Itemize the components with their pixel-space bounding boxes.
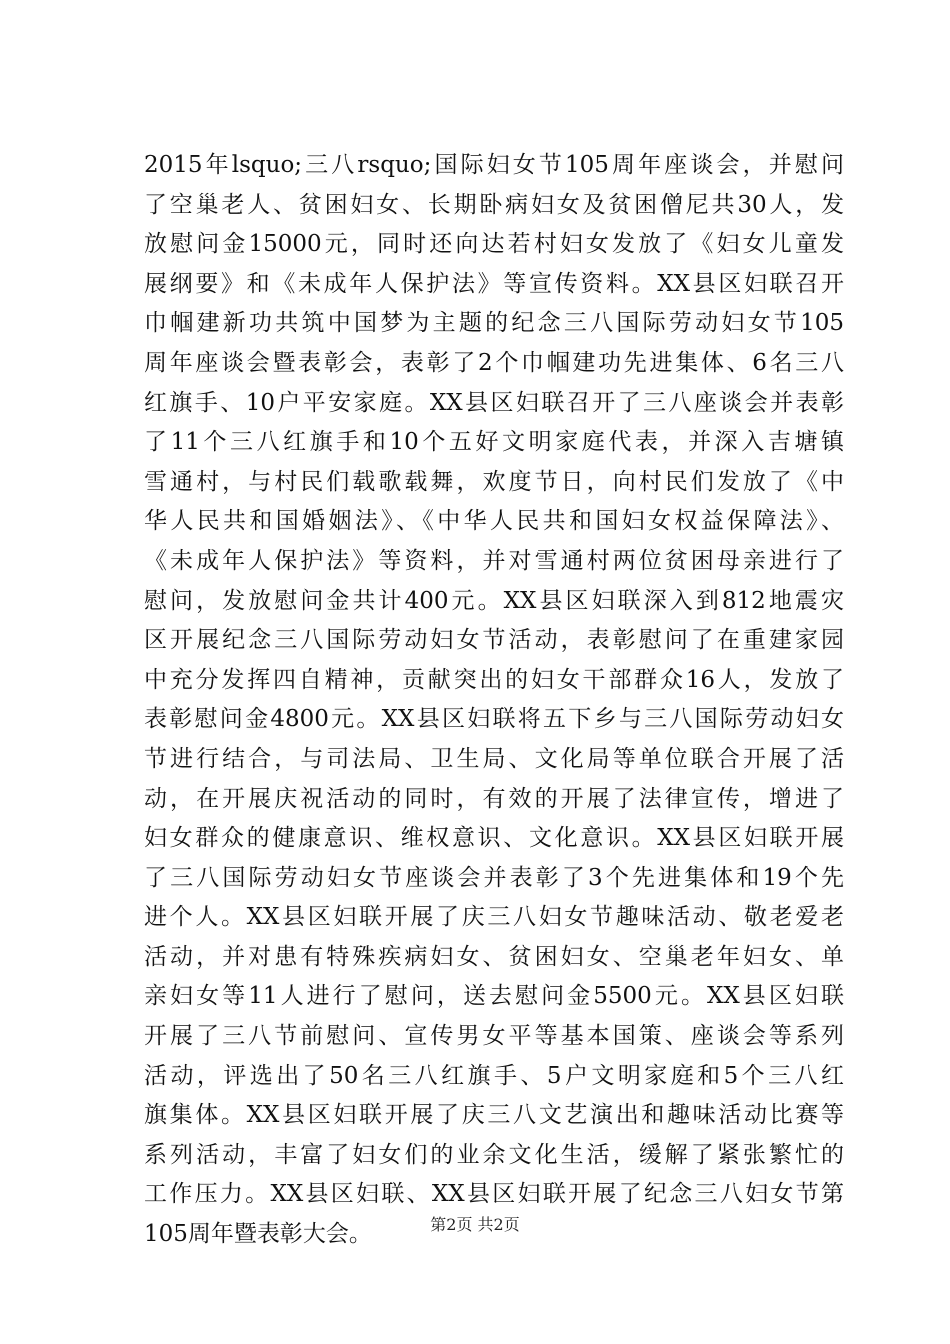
text-line: 活动，评选出了50名三八红旗手、5户文明家庭和5个三八红 [144, 1062, 844, 1089]
body-text [144, 146, 844, 1255]
text-line: 动，在开展庆祝活动的同时，有效的开展了法律宣传，增进了 [144, 785, 844, 812]
text-line: 巾帼建新功共筑中国梦为主题的纪念三八国际劳动妇女节105 [144, 310, 844, 337]
text-line: 系列活动，丰富了妇女们的业余文化生活，缓解了紧张繁忙的 [144, 1141, 844, 1168]
text-line: 亲妇女等11人进行了慰问，送去慰问金5500元。XX县区妇联 [144, 983, 844, 1010]
text-line: 工作压力。XX县区妇联、XX县区妇联开展了纪念三八妇女节第 [144, 1181, 844, 1208]
text-line: 慰问，发放慰问金共计400元。XX县区妇联深入到812地震灾 [144, 587, 844, 614]
text-line: 开展了三八节前慰问、宣传男女平等基本国策、座谈会等系列 [144, 1023, 844, 1050]
text-line: 华人民共和国婚姻法》、《中华人民共和国妇女权益保障法》、 [144, 508, 844, 535]
text-line: 周年座谈会暨表彰会，表彰了2个巾帼建功先进集体、6名三八 [144, 349, 844, 376]
page-number-footer: 第2页 共2页 [430, 1215, 520, 1234]
text-line: 《未成年人保护法》等资料，并对雪通村两位贫困母亲进行了 [144, 547, 844, 574]
text-line: 2015年lsquo;三八rsquo;国际妇女节105周年座谈会，并慰问 [144, 152, 844, 178]
text-line: 节进行结合，与司法局、卫生局、文化局等单位联合开展了活 [144, 745, 844, 772]
text-line: 了三八国际劳动妇女节座谈会并表彰了3个先进集体和19个先 [144, 864, 844, 891]
text-line: 中充分发挥四自精神，贡献突出的妇女干部群众16人，发放了 [144, 666, 844, 693]
text-line: 展纲要》和《未成年人保护法》等宣传资料。XX县区妇联召开 [144, 270, 844, 297]
text-line: 旗集体。XX县区妇联开展了庆三八文艺演出和趣味活动比赛等 [144, 1102, 844, 1129]
text-line: 放慰问金15000元，同时还向达若村妇女发放了《妇女儿童发 [144, 231, 844, 258]
text-line: 了空巢老人、贫困妇女、长期卧病妇女及贫困僧尼共30人，发 [144, 191, 844, 218]
text-line: 红旗手、10户平安家庭。XX县区妇联召开了三八座谈会并表彰 [144, 389, 844, 416]
text-line: 进个人。XX县区妇联开展了庆三八妇女节趣味活动、敬老爱老 [144, 904, 844, 931]
text-line: 了11个三八红旗手和10个五好文明家庭代表，并深入吉塘镇 [144, 429, 844, 456]
text-line-last: 105周年暨表彰大会。 [144, 1221, 372, 1248]
text-line: 区开展纪念三八国际劳动妇女节活动，表彰慰问了在重建家园 [144, 627, 844, 654]
text-line: 雪通村，与村民们载歌载舞，欢度节日，向村民们发放了《中 [144, 468, 844, 495]
text-line: 表彰慰问金4800元。XX县区妇联将五下乡与三八国际劳动妇女 [144, 706, 844, 733]
text-line: 活动，并对患有特殊疾病妇女、贫困妇女、空巢老年妇女、单 [144, 943, 844, 970]
text-line: 妇女群众的健康意识、维权意识、文化意识。XX县区妇联开展 [144, 825, 844, 852]
